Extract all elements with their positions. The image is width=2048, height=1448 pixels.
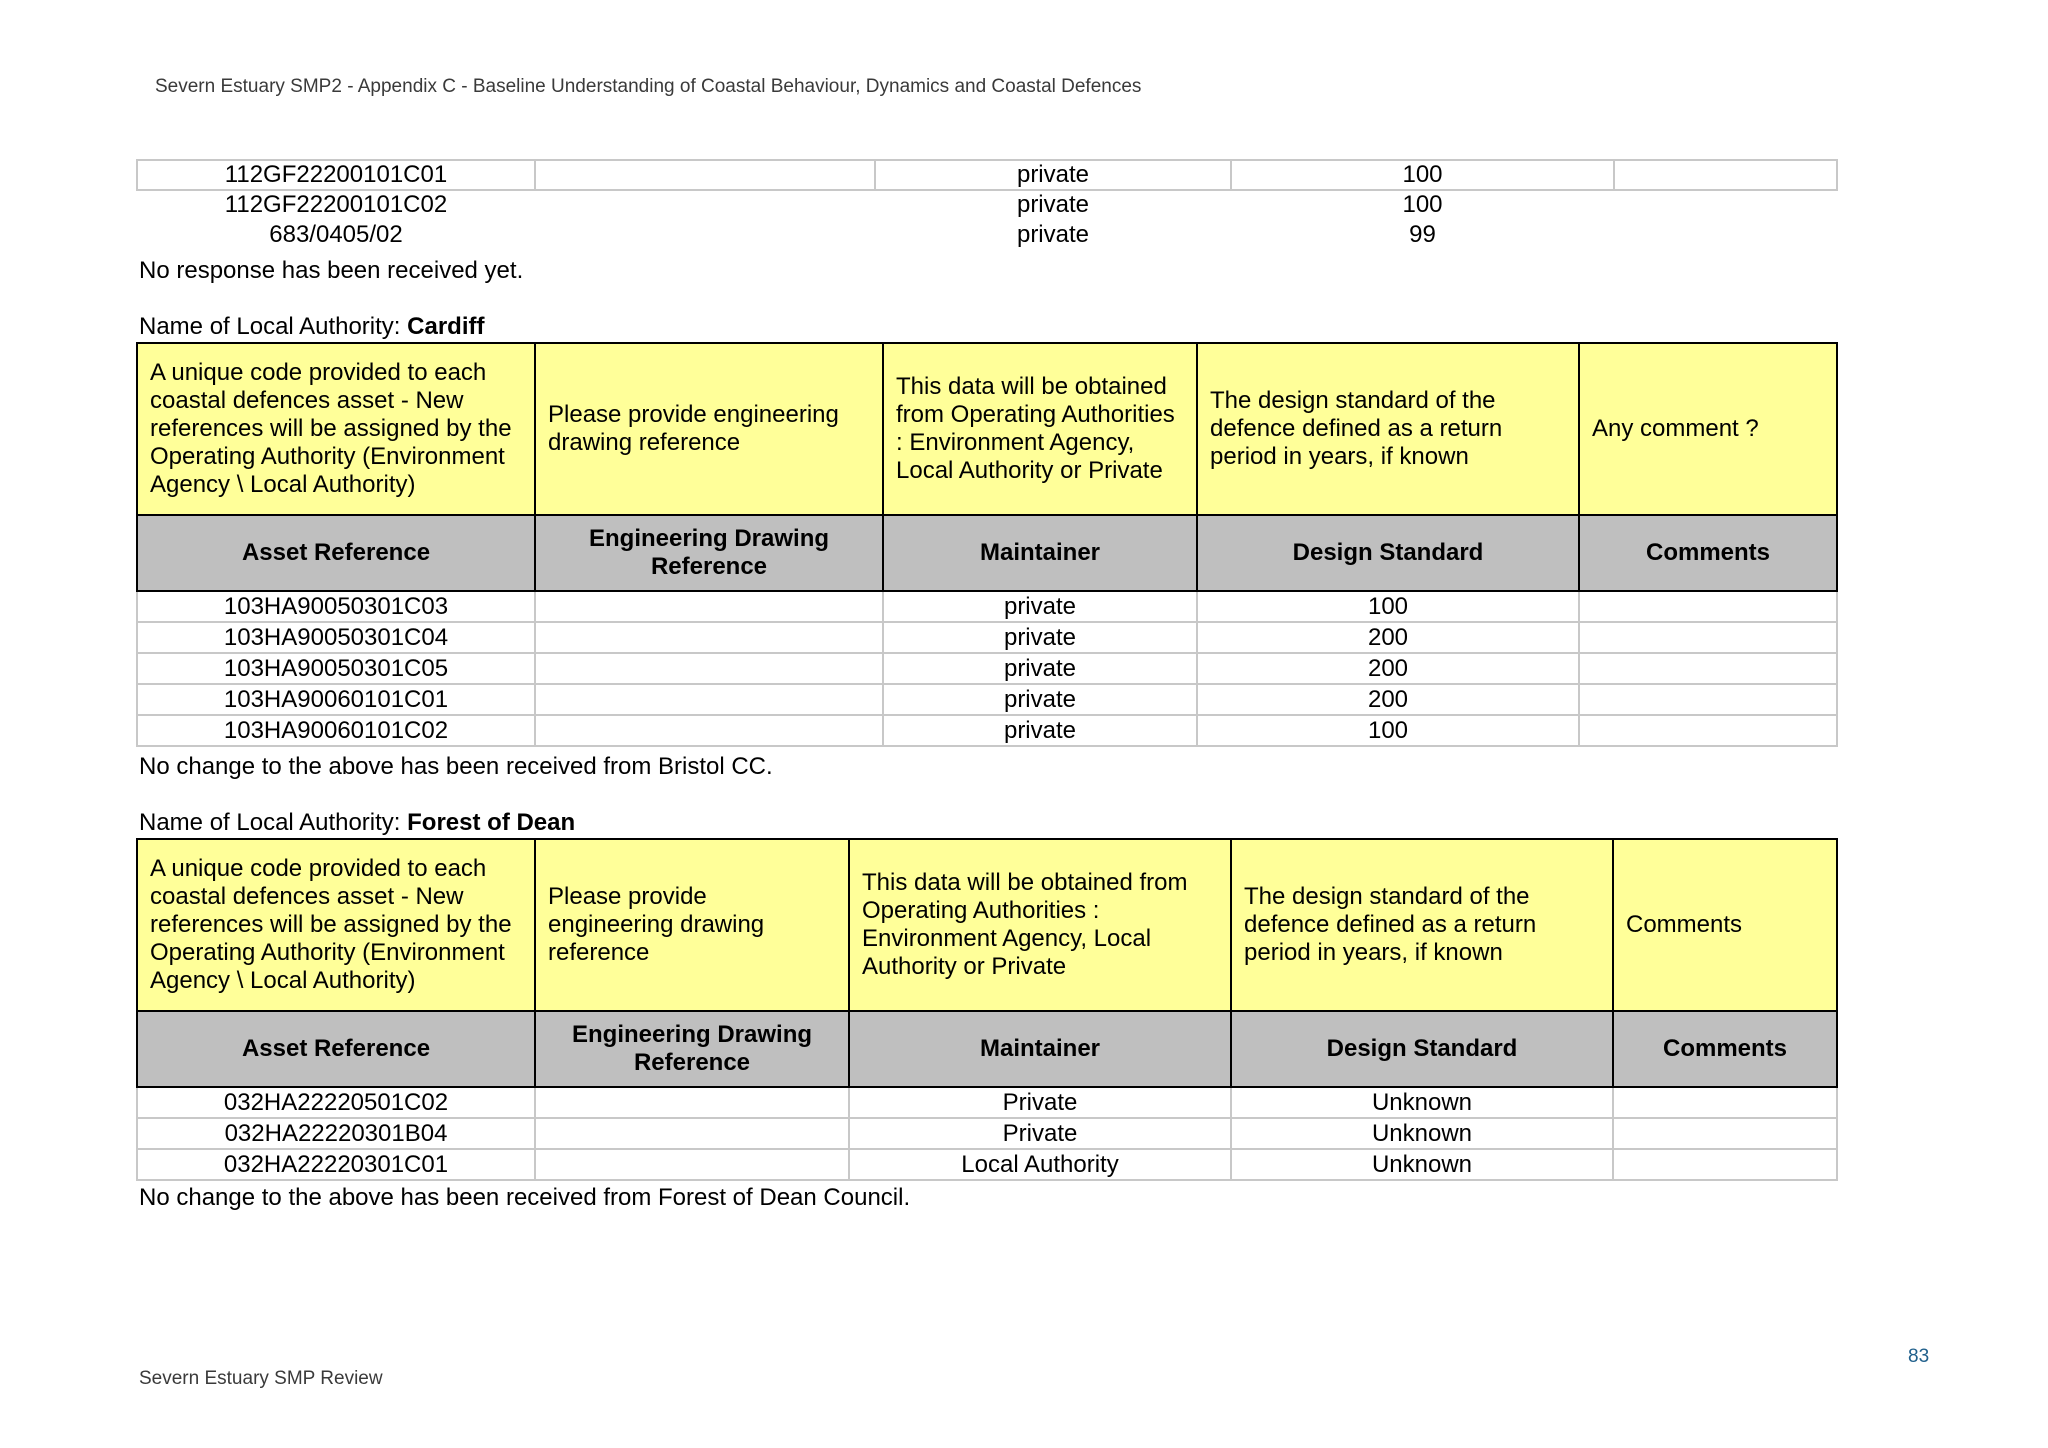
- comments-cell: [1579, 684, 1837, 715]
- column-header: Asset Reference: [137, 1011, 535, 1087]
- maintainer-cell: Local Authority: [849, 1149, 1231, 1180]
- description-cell: Please provide engineering drawing reference: [535, 839, 849, 1011]
- drawing-reference-cell: [535, 684, 883, 715]
- design-standard-cell: Unknown: [1231, 1149, 1613, 1180]
- status-note: No response has been received yet.: [139, 257, 524, 284]
- design-standard-cell: 200: [1197, 653, 1579, 684]
- column-header: Design Standard: [1197, 515, 1579, 591]
- asset-reference-cell: 103HA90060101C01: [137, 684, 535, 715]
- table-row: [137, 684, 1837, 715]
- design-standard-cell: Unknown: [1231, 1118, 1613, 1149]
- design-standard-cell: 100: [1197, 715, 1579, 746]
- design-standard-cell: 100: [1402, 191, 1443, 218]
- comments-cell: [1579, 622, 1837, 653]
- description-cell: Any comment ?: [1579, 343, 1837, 515]
- asset-reference-cell: 032HA22220301C01: [137, 1149, 535, 1180]
- description-cell: This data will be obtained from Operating Authorities : Environment Agency, Local Authority or Private: [883, 343, 1197, 515]
- drawing-reference-cell: [535, 1118, 849, 1149]
- table-row: [137, 1149, 1837, 1180]
- asset-reference-cell: 103HA90050301C03: [137, 591, 535, 622]
- table-row: [137, 591, 1837, 622]
- asset-reference-cell: 103HA90060101C02: [137, 715, 535, 746]
- local-authority-label: [139, 313, 484, 341]
- table-row: [137, 622, 1837, 653]
- asset-reference-cell: 032HA22220301B04: [137, 1118, 535, 1149]
- design-standard-cell: 100: [1197, 591, 1579, 622]
- asset-reference-cell: 103HA90050301C05: [137, 653, 535, 684]
- authority-name: Cardiff: [407, 313, 485, 340]
- comments-cell: [1614, 190, 1837, 220]
- description-cell: A unique code provided to each coastal defences asset - New references will be assigned by the Operating Authority (Environment Agency \ Local Authority): [137, 343, 535, 515]
- table-row: [137, 1118, 1837, 1149]
- drawing-reference-cell: [535, 1149, 849, 1180]
- maintainer-cell: private: [1016, 191, 1090, 218]
- drawing-reference-cell: [535, 220, 875, 250]
- comments-cell: [1579, 715, 1837, 746]
- design-standard-cell: 99: [1409, 221, 1436, 248]
- authority-name: Forest of Dean: [407, 809, 576, 836]
- column-header: Engineering Drawing Reference: [535, 1011, 849, 1087]
- forest-of-dean-assets-table: [136, 838, 1838, 1181]
- comments-cell: [1614, 220, 1837, 250]
- column-header: Engineering Drawing Reference: [535, 515, 883, 591]
- column-header: Comments: [1613, 1011, 1837, 1087]
- column-header: Maintainer: [849, 1011, 1231, 1087]
- description-cell: This data will be obtained from Operating Authorities : Environment Agency, Local Authority or Private: [849, 839, 1231, 1011]
- header-row: [137, 1011, 1837, 1087]
- drawing-reference-cell: [535, 190, 875, 220]
- comments-cell: [1614, 160, 1837, 190]
- maintainer-cell: Private: [849, 1118, 1231, 1149]
- comments-cell: [1579, 591, 1837, 622]
- asset-reference-cell: 683/0405/02: [269, 221, 403, 248]
- maintainer-cell: private: [1016, 221, 1090, 248]
- asset-reference-cell: 032HA22220501C02: [137, 1087, 535, 1118]
- table-row: [137, 1087, 1837, 1118]
- label-prefix: Name of Local Authority:: [139, 809, 408, 836]
- page-number: 83: [1908, 1346, 1930, 1367]
- maintainer-cell: private: [875, 160, 1231, 190]
- description-row: [137, 343, 1837, 515]
- comments-cell: [1579, 653, 1837, 684]
- description-cell: A unique code provided to each coastal defences asset - New references will be assigned by the Operating Authority (Environment Agency \ Local Authority): [137, 839, 535, 1011]
- maintainer-cell: private: [883, 622, 1197, 653]
- status-note: No change to the above has been received from Bristol CC.: [139, 753, 773, 780]
- comments-cell: [1613, 1087, 1837, 1118]
- description-cell: Comments: [1613, 839, 1837, 1011]
- drawing-reference-cell: [535, 715, 883, 746]
- continuation-table: [136, 159, 1838, 251]
- label-prefix: Name of Local Authority:: [139, 313, 408, 340]
- table-row: [137, 160, 1837, 190]
- comments-cell: [1613, 1149, 1837, 1180]
- drawing-reference-cell: [535, 160, 875, 190]
- running-header: Severn Estuary SMP2 - Appendix C - Baseline Understanding of Coastal Behaviour, Dynamics and Coastal Defences: [155, 76, 1142, 97]
- maintainer-cell: private: [883, 591, 1197, 622]
- table-row: [137, 653, 1837, 684]
- column-header: Design Standard: [1231, 1011, 1613, 1087]
- column-header: Comments: [1579, 515, 1837, 591]
- design-standard-cell: 200: [1197, 622, 1579, 653]
- column-header: Maintainer: [883, 515, 1197, 591]
- status-note: No change to the above has been received from Forest of Dean Council.: [139, 1184, 911, 1211]
- running-footer: Severn Estuary SMP Review: [139, 1368, 383, 1389]
- design-standard-cell: 100: [1231, 160, 1614, 190]
- cardiff-assets-table: [136, 342, 1838, 747]
- maintainer-cell: private: [883, 653, 1197, 684]
- description-cell: The design standard of the defence defined as a return period in years, if known: [1231, 839, 1613, 1011]
- asset-reference-cell: 103HA90050301C04: [137, 622, 535, 653]
- local-authority-label: [139, 809, 575, 837]
- asset-reference-cell: 112GF22200101C01: [137, 160, 535, 190]
- asset-reference-cell: 112GF22200101C02: [224, 191, 448, 218]
- comments-cell: [1613, 1118, 1837, 1149]
- table-row: [137, 715, 1837, 746]
- drawing-reference-cell: [535, 653, 883, 684]
- drawing-reference-cell: [535, 622, 883, 653]
- design-standard-cell: 200: [1197, 684, 1579, 715]
- maintainer-cell: private: [883, 715, 1197, 746]
- description-row: [137, 839, 1837, 1011]
- description-cell: Please provide engineering drawing reference: [535, 343, 883, 515]
- table-row: [137, 190, 1837, 220]
- column-header: Asset Reference: [137, 515, 535, 591]
- drawing-reference-cell: [535, 591, 883, 622]
- maintainer-cell: private: [883, 684, 1197, 715]
- maintainer-cell: Private: [849, 1087, 1231, 1118]
- design-standard-cell: Unknown: [1231, 1087, 1613, 1118]
- table-row: [137, 220, 1837, 250]
- header-row: [137, 515, 1837, 591]
- description-cell: The design standard of the defence defined as a return period in years, if known: [1197, 343, 1579, 515]
- drawing-reference-cell: [535, 1087, 849, 1118]
